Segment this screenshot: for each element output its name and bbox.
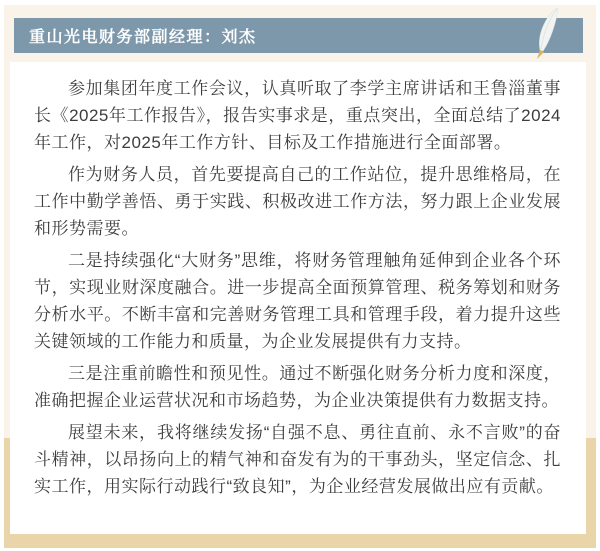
header-title: 重山光电财务部副经理：刘杰 [29,29,257,46]
paragraph-2: 作为财务人员，首先要提高自己的工作站位，提升思维格局，在工作中勤学善悟、勇于实践、积极改进工作方法，努力跟上企业发展和形势需要。 [34,165,561,238]
paragraph-4: 三是注重前瞻性和预见性。通过不断强化财务分析力度和深度，准确把握企业运营状况和市场趋势，为企业决策提供有力数据支持。 [34,364,561,410]
article-body [10,62,586,534]
quill-feather-icon [533,7,559,61]
paragraph-5: 展望未来，我将继续发扬“自强不息、勇往直前、永不言败”的奋斗精神，以昂扬向上的精气神和奋发有为的干事劲头，坚定信念、扎实工作，用实际行动践行“致良知”，为企业经营发展做出应有贡献。 [34,423,561,496]
paragraph-3: 二是持续强化“大财务”思维，将财务管理触角延伸到企业各个环节，实现业财深度融合。进一步提高全面预算管理、税务筹划和财务分析水平。不断丰富和完善财务管理工具和管理手段，着力提升这些关键领域的工作能力和质量，为企业发展提供有力支持。 [34,251,561,351]
article-card [4,5,596,548]
paragraph-1: 参加集团年度工作会议，认真听取了李学主席讲话和王鲁淄董事长《2025年工作报告》，报告实事求是，重点突出，全面总结了2024年工作，对2025年工作方针、目标及工作措施进行全面部署。 [34,79,561,152]
header-bar [14,18,583,53]
